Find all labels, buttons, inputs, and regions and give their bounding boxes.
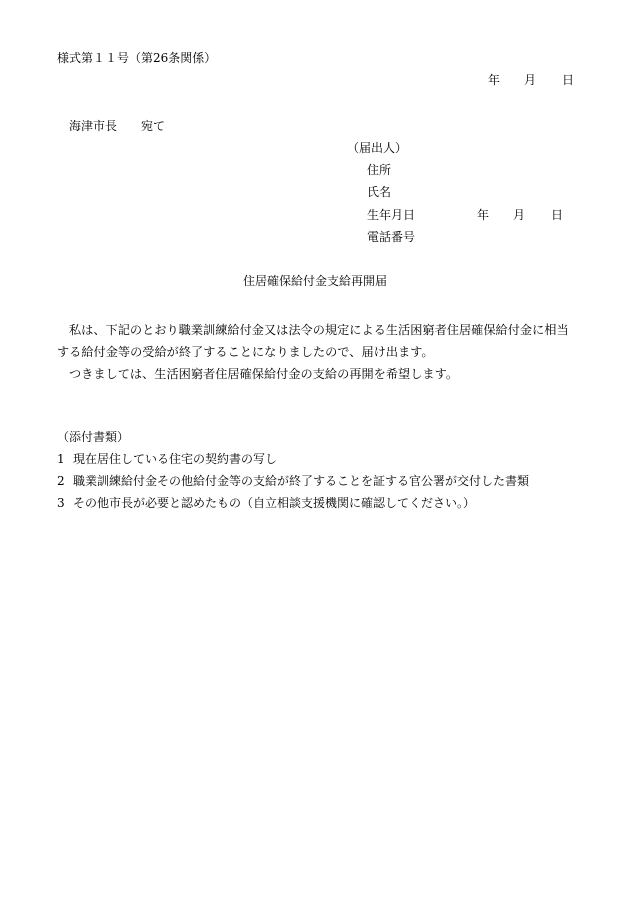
field-name-label: 氏名 <box>367 185 392 199</box>
form-number: 様式第１１号（第26条関係） <box>57 51 217 65</box>
notifier-heading: （届出人） <box>347 141 408 155</box>
date-year-label: 年 <box>488 73 501 87</box>
body-paragraph-2: つきましては、生活困窮者住居確保給付金の支給の再開を希望します。 <box>69 367 459 381</box>
dob-month-label: 月 <box>513 208 526 222</box>
document-title: 住居確保給付金支給再開届 <box>243 274 388 288</box>
attachments-heading: （添付書類） <box>57 430 130 444</box>
attachment-item <box>57 453 277 465</box>
attachment-text: 現在居住している住宅の契約書の写し <box>73 452 278 466</box>
attachment-text: 職業訓練給付金その他給付金等の支給が終了することを証する官公署が交付した書類 <box>73 474 530 488</box>
date-month-label: 月 <box>524 73 537 87</box>
body-paragraph-1: 私は、下記のとおり職業訓練給付金又は法令の規定による生活困窮者住居確保給付金に相当する給付金等の受給が終了することになりましたので、届け出ます。 <box>57 323 569 359</box>
submission-date <box>488 74 578 88</box>
addressee <box>69 120 165 132</box>
field-address-label: 住所 <box>367 163 392 177</box>
attachment-number: 3 <box>57 496 65 510</box>
dob-date <box>477 209 567 223</box>
attachment-number: 1 <box>57 452 65 466</box>
date-day-label: 日 <box>562 73 575 87</box>
body-text <box>57 319 579 385</box>
dob-year-label: 年 <box>477 208 490 222</box>
field-dob-label: 生年月日 <box>367 208 416 222</box>
attachment-item <box>57 497 475 509</box>
field-phone-label: 電話番号 <box>367 230 416 244</box>
attachment-item <box>57 475 529 487</box>
attachment-number: 2 <box>57 474 65 488</box>
attachment-text: その他市長が必要と認めたもの（自立相談支援機関に確認してください。） <box>73 496 476 510</box>
addressee-name: 海津市長 <box>69 119 118 133</box>
addressee-suffix: 宛て <box>141 119 166 133</box>
dob-day-label: 日 <box>551 208 564 222</box>
